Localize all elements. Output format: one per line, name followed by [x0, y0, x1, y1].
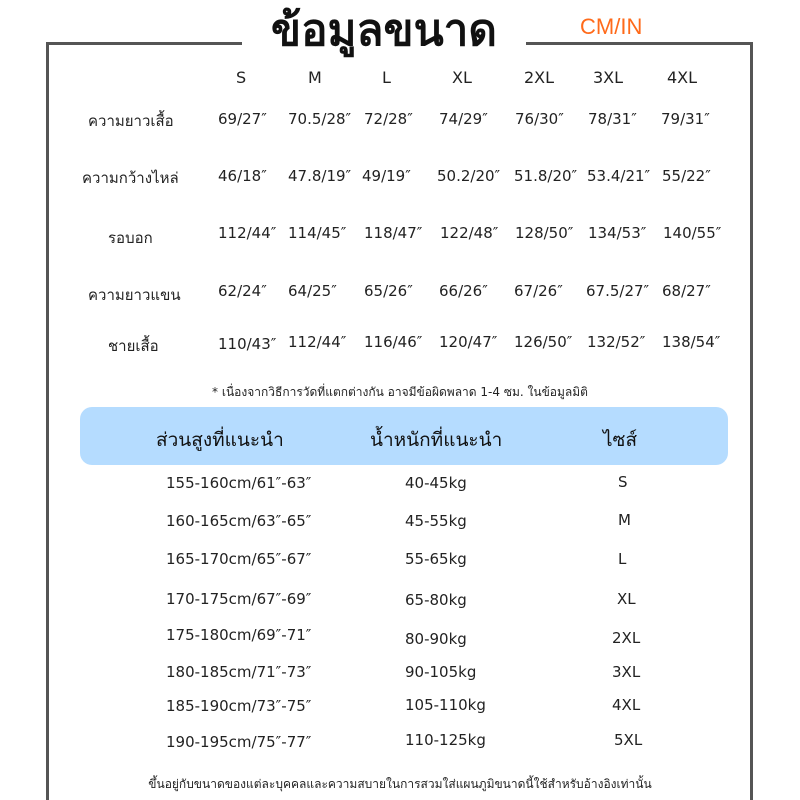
rec-size: L — [618, 550, 627, 568]
table-cell: 74/29″ — [439, 110, 488, 128]
row-label-chest: รอบอก — [108, 229, 153, 247]
size-header-l: L — [382, 68, 391, 87]
table-cell: 64/25″ — [288, 282, 337, 300]
table-cell: 138/54″ — [662, 333, 721, 351]
table-cell: 69/27″ — [218, 110, 267, 128]
footer-note: ขึ้นอยู่กับขนาดของแต่ละบุคคลและความสบายในการสวมใส่แผนภูมิขนาดนี้ใช้สำหรับอ้างอิงเท่านั้น — [148, 777, 652, 791]
unit-label: CM/IN — [580, 14, 643, 39]
row-label-length: ความยาวเสื้อ — [88, 112, 174, 130]
table-cell: 114/45″ — [288, 224, 347, 242]
rec-weight: 65-80kg — [405, 591, 467, 609]
rec-size: M — [618, 511, 631, 529]
table-cell: 67/26″ — [514, 282, 563, 300]
header-size: ไซส์ — [603, 429, 638, 451]
table-cell: 132/52″ — [587, 333, 646, 351]
rec-height: 185-190cm/73″-75″ — [166, 697, 312, 715]
rec-weight: 80-90kg — [405, 630, 467, 648]
measurement-note: * เนื่องจากวิธีการวัดที่แตกต่างกัน อาจมีข้อผิดพลาด 1-4 ซม. ในข้อมูลมิติ — [212, 385, 588, 399]
rec-weight: 105-110kg — [405, 696, 486, 714]
table-cell: 51.8/20″ — [514, 167, 578, 185]
size-header-xl: XL — [452, 68, 472, 87]
table-cell: 79/31″ — [661, 110, 710, 128]
table-cell: 118/47″ — [364, 224, 423, 242]
header-weight: น้ำหนักที่แนะนำ — [370, 429, 503, 451]
rec-weight: 90-105kg — [405, 663, 477, 681]
frame-right-border — [750, 43, 753, 800]
rec-weight: 45-55kg — [405, 512, 467, 530]
rec-height: 160-165cm/63″-65″ — [166, 512, 312, 530]
rec-weight: 40-45kg — [405, 474, 467, 492]
row-label-sleeve: ความยาวแขน — [88, 286, 181, 304]
rec-height: 190-195cm/75″-77″ — [166, 733, 312, 751]
table-cell: 53.4/21″ — [587, 167, 651, 185]
size-header-4xl: 4XL — [667, 68, 698, 87]
table-cell: 78/31″ — [588, 110, 637, 128]
table-cell: 122/48″ — [440, 224, 499, 242]
rec-size: S — [618, 473, 628, 491]
size-header-s: S — [236, 68, 247, 87]
table-cell: 46/18″ — [218, 167, 267, 185]
table-cell: 67.5/27″ — [586, 282, 650, 300]
table-cell: 140/55″ — [663, 224, 722, 242]
table-cell: 116/46″ — [364, 333, 423, 351]
rec-height: 165-170cm/65″-67″ — [166, 550, 312, 568]
table-cell: 65/26″ — [364, 282, 413, 300]
rec-size: 3XL — [612, 663, 641, 681]
table-cell: 47.8/19″ — [288, 167, 352, 185]
rec-height: 180-185cm/71″-73″ — [166, 663, 312, 681]
table-cell: 50.2/20″ — [437, 167, 501, 185]
row-label-shoulder: ความกว้างไหล่ — [82, 169, 179, 187]
rec-height: 175-180cm/69″-71″ — [166, 626, 312, 644]
rec-size: 5XL — [614, 731, 643, 749]
table-cell: 68/27″ — [662, 282, 711, 300]
row-label-hem: ชายเสื้อ — [108, 337, 159, 355]
table-cell: 110/43″ — [218, 335, 277, 353]
table-cell: 70.5/28″ — [288, 110, 352, 128]
table-cell: 55/22″ — [662, 167, 711, 185]
rec-height: 170-175cm/67″-69″ — [166, 590, 312, 608]
table-cell: 72/28″ — [364, 110, 413, 128]
table-cell: 76/30″ — [515, 110, 564, 128]
rec-weight: 110-125kg — [405, 731, 486, 749]
size-header-2xl: 2XL — [524, 68, 555, 87]
size-header-m: M — [308, 68, 322, 87]
table-cell: 112/44″ — [288, 333, 347, 351]
page-title: ข้อมูลขนาด — [271, 5, 497, 56]
table-cell: 126/50″ — [514, 333, 573, 351]
table-cell: 62/24″ — [218, 282, 267, 300]
frame-left-border — [46, 43, 49, 800]
table-cell: 112/44″ — [218, 224, 277, 242]
size-header-3xl: 3XL — [593, 68, 624, 87]
rec-size: 4XL — [612, 696, 641, 714]
table-cell: 120/47″ — [439, 333, 498, 351]
frame-top-border-right — [526, 42, 753, 45]
table-cell: 49/19″ — [362, 167, 411, 185]
table-cell: 134/53″ — [588, 224, 647, 242]
frame-top-border-left — [46, 42, 242, 45]
rec-height: 155-160cm/61″-63″ — [166, 474, 312, 492]
header-height: ส่วนสูงที่แนะนำ — [156, 429, 284, 451]
rec-size: 2XL — [612, 629, 641, 647]
rec-size: XL — [617, 590, 636, 608]
table-cell: 66/26″ — [439, 282, 488, 300]
rec-weight: 55-65kg — [405, 550, 467, 568]
table-cell: 128/50″ — [515, 224, 574, 242]
